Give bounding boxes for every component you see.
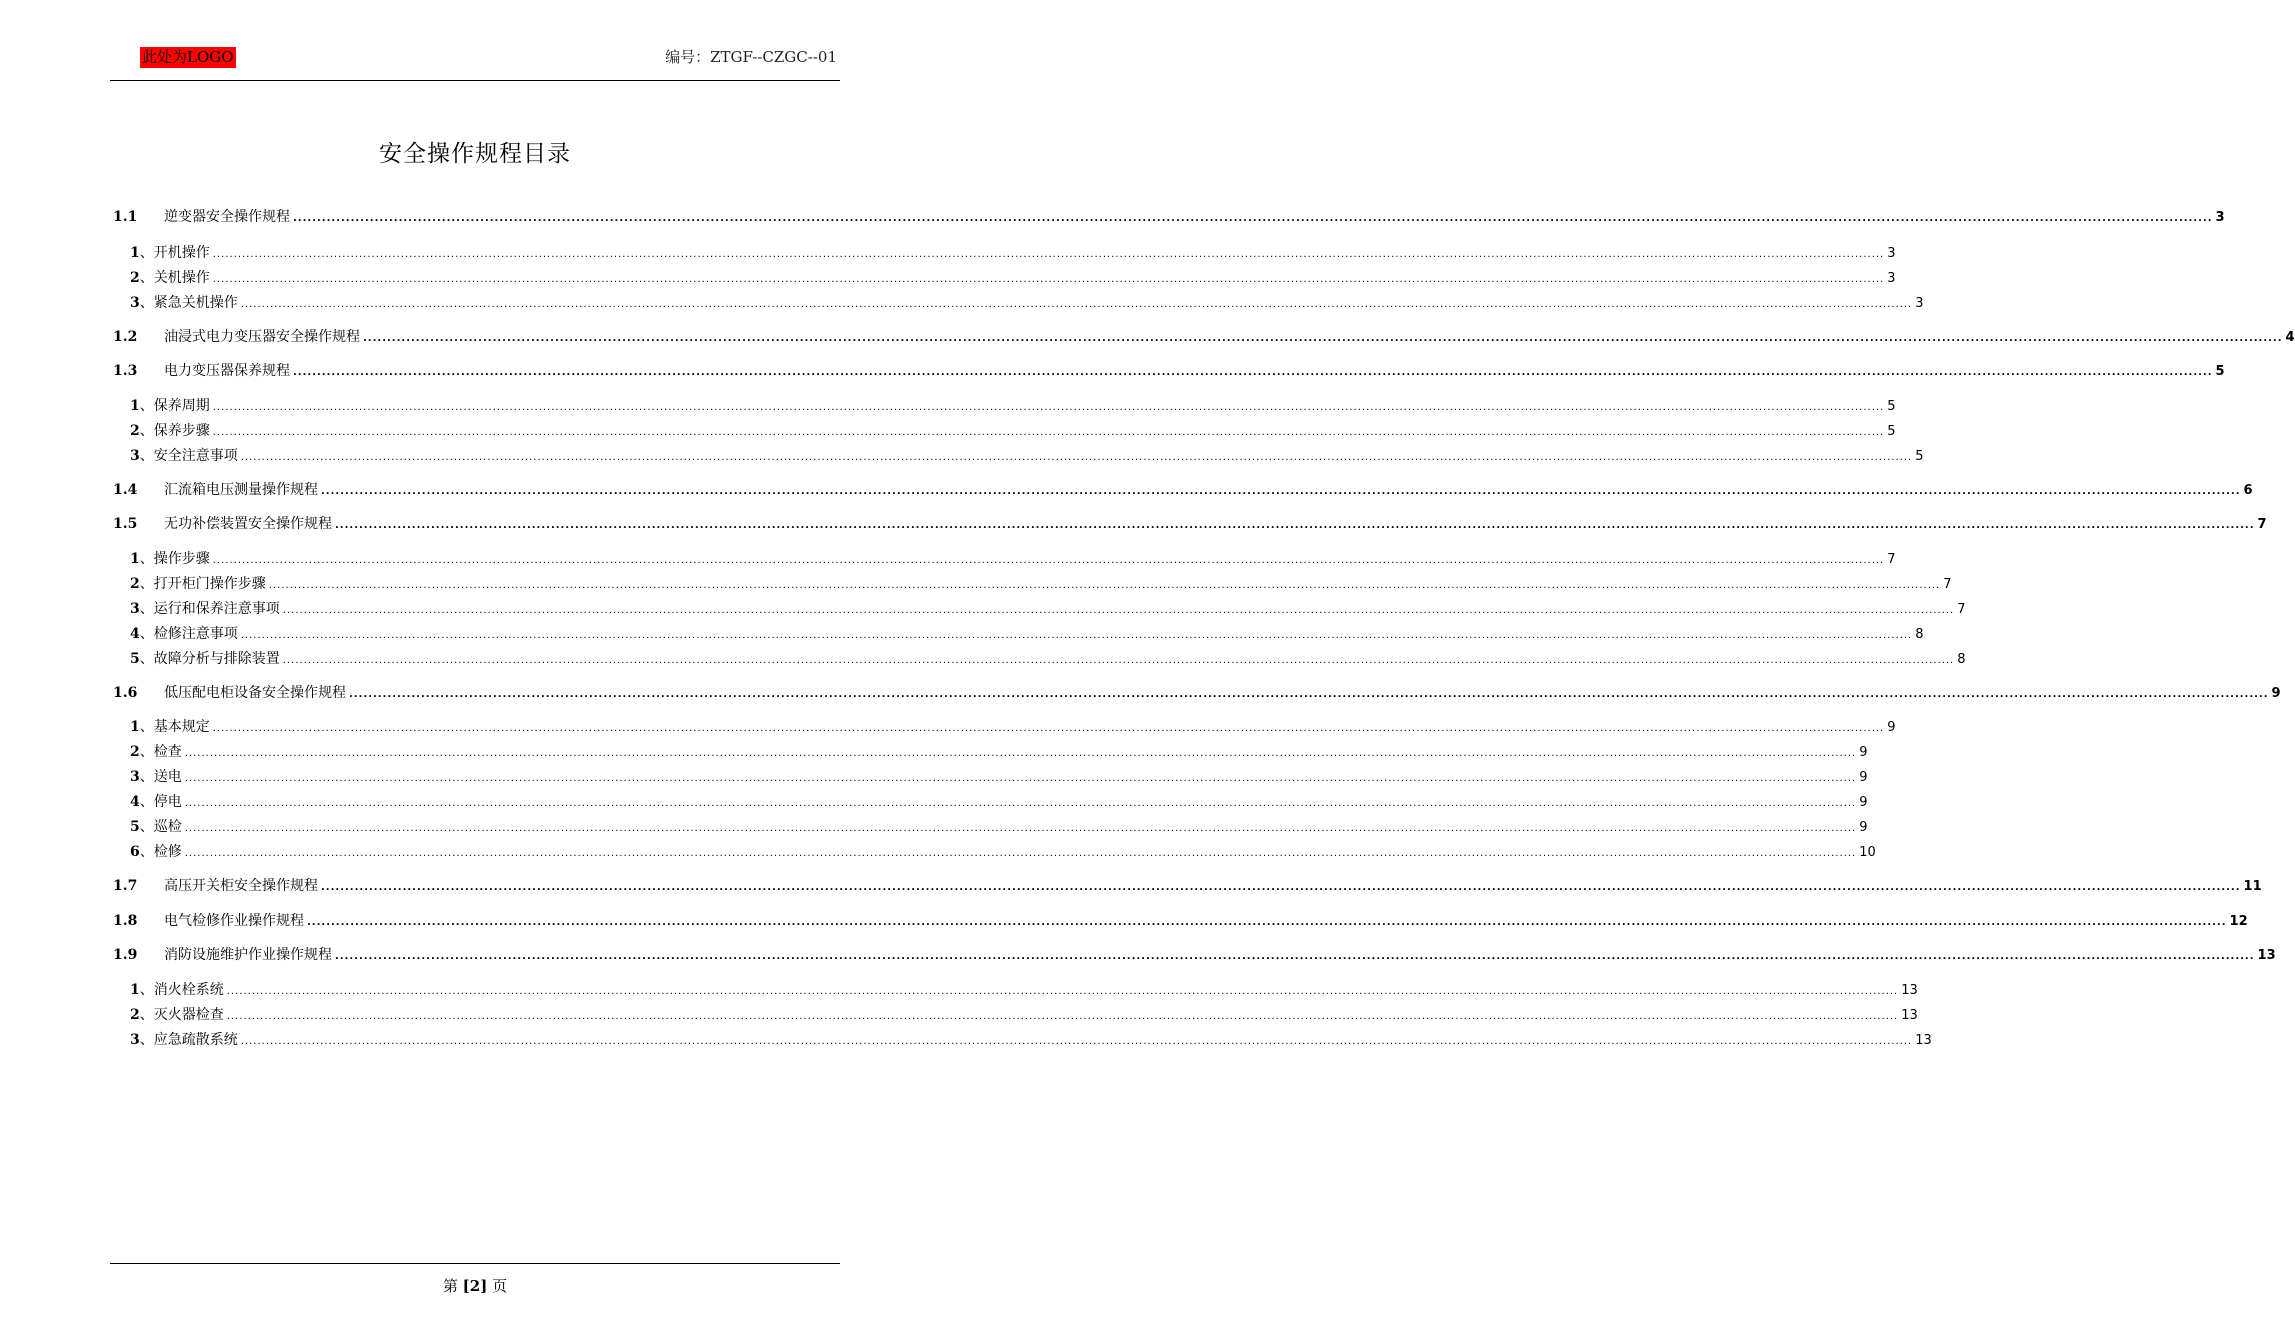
toc-label: 汇流箱电压测量操作规程 bbox=[164, 482, 318, 498]
toc-separator: 、 bbox=[139, 295, 154, 311]
toc-leader-dots: ................................................................................................................................................................................................................................................................................................................................................................................................................ bbox=[212, 555, 1885, 566]
toc-leader-dots: ................................................................................................................................................................................................................................................................................................................................................................................................................ bbox=[226, 986, 1899, 997]
toc-label: 保养步骤 bbox=[153, 423, 210, 439]
toc-section-row[interactable] bbox=[113, 479, 2253, 501]
toc-page-number: 7 bbox=[1943, 577, 1952, 592]
toc-leader-dots: ................................................................................................................................................................................................................................................................................................................................................................................................................ bbox=[335, 520, 2255, 531]
toc-subsection-row[interactable] bbox=[130, 1029, 1932, 1051]
toc-section-row[interactable] bbox=[113, 206, 2225, 228]
toc-subsection-row[interactable] bbox=[130, 395, 1896, 417]
toc-separator: 、 bbox=[139, 448, 154, 464]
toc-separator: 、 bbox=[139, 794, 154, 810]
toc-subsection-row[interactable] bbox=[130, 292, 1924, 314]
toc-separator: 、 bbox=[139, 744, 154, 760]
toc-label: 无功补偿装置安全操作规程 bbox=[164, 516, 332, 532]
toc-page-number: 9 bbox=[1859, 820, 1868, 835]
toc-leader-dots: ................................................................................................................................................................................................................................................................................................................................................................................................................ bbox=[184, 773, 1857, 784]
document-code: 编号：ZTGF--CZGC--01 bbox=[665, 48, 837, 66]
toc-page-number: 13 bbox=[1915, 1033, 1932, 1048]
toc-leader-dots: ................................................................................................................................................................................................................................................................................................................................................................................................................ bbox=[212, 427, 1885, 438]
toc-number: 1.5 bbox=[113, 516, 138, 532]
footer-divider bbox=[110, 1263, 840, 1264]
toc-label: 故障分析与排除装置 bbox=[153, 651, 280, 667]
toc-subsection-row[interactable] bbox=[130, 623, 1924, 645]
toc-number: 1 bbox=[130, 719, 140, 735]
toc-leader-dots: ................................................................................................................................................................................................................................................................................................................................................................................................................ bbox=[212, 723, 1885, 734]
toc-leader-dots: ................................................................................................................................................................................................................................................................................................................................................................................................................ bbox=[240, 630, 1913, 641]
toc-label: 电气检修作业操作规程 bbox=[164, 913, 304, 929]
toc-page-number: 9 bbox=[1859, 770, 1868, 785]
toc-separator: 、 bbox=[139, 651, 154, 667]
toc-label: 基本规定 bbox=[153, 719, 210, 735]
toc-number: 2 bbox=[130, 576, 140, 592]
toc-number: 5 bbox=[130, 651, 140, 667]
toc-label: 停电 bbox=[153, 794, 182, 810]
toc-section-row[interactable] bbox=[113, 944, 2276, 966]
toc-label: 紧急关机操作 bbox=[153, 295, 238, 311]
toc-subsection-row[interactable] bbox=[130, 816, 1868, 838]
toc-separator: 、 bbox=[139, 719, 154, 735]
footer-suffix: 页 bbox=[492, 1277, 508, 1295]
toc-page-number: 3 bbox=[1887, 271, 1896, 286]
toc-label: 保养周期 bbox=[153, 398, 210, 414]
toc-separator: 、 bbox=[139, 245, 154, 261]
toc-label: 低压配电柜设备安全操作规程 bbox=[164, 685, 346, 701]
toc-number: 1.2 bbox=[113, 329, 138, 345]
toc-section-row[interactable] bbox=[113, 682, 2281, 704]
toc-page-number: 7 bbox=[1957, 602, 1966, 617]
toc-page-number: 4 bbox=[2285, 330, 2295, 345]
toc-subsection-row[interactable] bbox=[130, 841, 1876, 863]
toc-number: 1.9 bbox=[113, 947, 138, 963]
toc-leader-dots: ................................................................................................................................................................................................................................................................................................................................................................................................................ bbox=[184, 798, 1857, 809]
toc-section-row[interactable] bbox=[113, 326, 2295, 348]
toc-number: 1 bbox=[130, 982, 140, 998]
toc-number: 1.6 bbox=[113, 685, 138, 701]
toc-page-number: 9 bbox=[1887, 720, 1896, 735]
toc-number: 1 bbox=[130, 245, 140, 261]
toc-page-number: 13 bbox=[1901, 983, 1918, 998]
toc-number: 1.3 bbox=[113, 363, 138, 379]
page-footer bbox=[0, 1275, 950, 1297]
toc-separator: 、 bbox=[139, 576, 154, 592]
toc-page-number: 6 bbox=[2243, 483, 2253, 498]
toc-label: 逆变器安全操作规程 bbox=[164, 209, 290, 225]
toc-section-row[interactable] bbox=[113, 513, 2267, 535]
toc-page-number: 9 bbox=[1859, 745, 1868, 760]
toc-label: 打开柜门操作步骤 bbox=[153, 576, 266, 592]
toc-separator: 、 bbox=[139, 1007, 154, 1023]
toc-separator: 、 bbox=[139, 551, 154, 567]
toc-number: 1.4 bbox=[113, 482, 138, 498]
toc-label: 电力变压器保养规程 bbox=[164, 363, 290, 379]
footer-prefix: 第 bbox=[442, 1277, 458, 1295]
toc-subsection-row[interactable] bbox=[130, 741, 1868, 763]
toc-leader-dots: ................................................................................................................................................................................................................................................................................................................................................................................................................ bbox=[240, 299, 1913, 310]
toc-separator: 、 bbox=[139, 601, 154, 617]
toc-label: 运行和保养注意事项 bbox=[153, 601, 280, 617]
toc-page-number: 3 bbox=[1915, 296, 1924, 311]
toc-subsection-row[interactable] bbox=[130, 445, 1924, 467]
toc-leader-dots: ................................................................................................................................................................................................................................................................................................................................................................................................................ bbox=[240, 452, 1913, 463]
toc-label: 操作步骤 bbox=[153, 551, 210, 567]
toc-leader-dots: ................................................................................................................................................................................................................................................................................................................................................................................................................ bbox=[293, 367, 2213, 378]
toc-page-number: 7 bbox=[2257, 517, 2267, 532]
toc-leader-dots: ................................................................................................................................................................................................................................................................................................................................................................................................................ bbox=[212, 249, 1885, 260]
toc-number: 2 bbox=[130, 1007, 140, 1023]
toc-leader-dots: ................................................................................................................................................................................................................................................................................................................................................................................................................ bbox=[293, 213, 2213, 224]
toc-number: 2 bbox=[130, 423, 140, 439]
toc-subsection-row[interactable] bbox=[130, 598, 1966, 620]
toc-label: 送电 bbox=[153, 769, 182, 785]
toc-label: 灭火器检查 bbox=[153, 1007, 224, 1023]
toc-label: 检查 bbox=[153, 744, 182, 760]
toc-separator: 、 bbox=[139, 626, 154, 642]
toc-label: 油浸式电力变压器安全操作规程 bbox=[164, 329, 360, 345]
toc-subsection-row[interactable] bbox=[130, 420, 1896, 442]
toc-separator: 、 bbox=[139, 270, 154, 286]
toc-separator: 、 bbox=[139, 423, 154, 439]
toc-leader-dots: ................................................................................................................................................................................................................................................................................................................................................................................................................ bbox=[282, 655, 1955, 666]
toc-label: 消火栓系统 bbox=[153, 982, 224, 998]
toc-leader-dots: ................................................................................................................................................................................................................................................................................................................................................................................................................ bbox=[240, 1036, 1913, 1047]
toc-subsection-row[interactable] bbox=[130, 648, 1966, 670]
toc-leader-dots: ................................................................................................................................................................................................................................................................................................................................................................................................................ bbox=[349, 689, 2269, 700]
toc-leader-dots: ................................................................................................................................................................................................................................................................................................................................................................................................................ bbox=[335, 951, 2255, 962]
toc-number: 2 bbox=[130, 744, 140, 760]
toc-number: 3 bbox=[130, 448, 140, 464]
toc-number: 4 bbox=[130, 794, 140, 810]
toc-leader-dots: ................................................................................................................................................................................................................................................................................................................................................................................................................ bbox=[307, 917, 2227, 928]
page-number: [2] bbox=[462, 1277, 488, 1295]
toc-label: 巡检 bbox=[153, 819, 182, 835]
toc-leader-dots: ................................................................................................................................................................................................................................................................................................................................................................................................................ bbox=[184, 823, 1857, 834]
toc-leader-dots: ................................................................................................................................................................................................................................................................................................................................................................................................................ bbox=[268, 580, 1941, 591]
toc-label: 应急疏散系统 bbox=[153, 1032, 238, 1048]
toc-subsection-row[interactable] bbox=[130, 791, 1868, 813]
toc-leader-dots: ................................................................................................................................................................................................................................................................................................................................................................................................................ bbox=[184, 848, 1857, 859]
toc-leader-dots: ................................................................................................................................................................................................................................................................................................................................................................................................................ bbox=[212, 402, 1885, 413]
toc-subsection-row[interactable] bbox=[130, 1004, 1918, 1026]
toc-number: 1.7 bbox=[113, 878, 138, 894]
toc-separator: 、 bbox=[139, 819, 154, 835]
toc-page-number: 3 bbox=[1887, 246, 1896, 261]
toc-page-number: 11 bbox=[2243, 879, 2262, 894]
toc-subsection-row[interactable] bbox=[130, 979, 1918, 1001]
toc-separator: 、 bbox=[139, 982, 154, 998]
toc-subsection-row[interactable] bbox=[130, 267, 1896, 289]
toc-leader-dots: ................................................................................................................................................................................................................................................................................................................................................................................................................ bbox=[321, 486, 2241, 497]
toc-number: 4 bbox=[130, 626, 140, 642]
toc-label: 检修 bbox=[153, 844, 182, 860]
toc-number: 1 bbox=[130, 398, 140, 414]
toc-subsection-row[interactable] bbox=[130, 766, 1868, 788]
toc-section-row[interactable] bbox=[113, 910, 2248, 932]
toc-label: 关机操作 bbox=[153, 270, 210, 286]
toc-page-number: 5 bbox=[1887, 399, 1896, 414]
toc-separator: 、 bbox=[139, 1032, 154, 1048]
toc-label: 消防设施维护作业操作规程 bbox=[164, 947, 332, 963]
toc-page-number: 13 bbox=[2257, 948, 2276, 963]
toc-label: 安全注意事项 bbox=[153, 448, 238, 464]
toc-separator: 、 bbox=[139, 844, 154, 860]
toc-number: 3 bbox=[130, 295, 140, 311]
toc-label: 高压开关柜安全操作规程 bbox=[164, 878, 318, 894]
page-title: 安全操作规程目录 bbox=[379, 141, 571, 167]
toc-separator: 、 bbox=[139, 769, 154, 785]
toc-page-number: 5 bbox=[2215, 364, 2225, 379]
toc-subsection-row[interactable] bbox=[130, 716, 1896, 738]
toc-subsection-row[interactable] bbox=[130, 573, 1952, 595]
toc-page-number: 7 bbox=[1887, 552, 1896, 567]
toc-number: 1 bbox=[130, 551, 140, 567]
toc-leader-dots: ................................................................................................................................................................................................................................................................................................................................................................................................................ bbox=[282, 605, 1955, 616]
toc-page-number: 9 bbox=[1859, 795, 1868, 810]
toc-leader-dots: ................................................................................................................................................................................................................................................................................................................................................................................................................ bbox=[184, 748, 1857, 759]
toc-number: 1.8 bbox=[113, 913, 138, 929]
toc-section-row[interactable] bbox=[113, 360, 2225, 382]
logo-placeholder: 此处为LOGO bbox=[142, 48, 234, 66]
toc-page-number: 9 bbox=[2271, 686, 2281, 701]
toc-number: 5 bbox=[130, 819, 140, 835]
toc-label: 开机操作 bbox=[153, 245, 210, 261]
toc-page-number: 3 bbox=[2215, 210, 2225, 225]
toc-subsection-row[interactable] bbox=[130, 548, 1896, 570]
toc-page-number: 10 bbox=[1859, 845, 1876, 860]
toc-number: 3 bbox=[130, 601, 140, 617]
toc-leader-dots: ................................................................................................................................................................................................................................................................................................................................................................................................................ bbox=[321, 882, 2241, 893]
toc-number: 3 bbox=[130, 769, 140, 785]
toc-number: 3 bbox=[130, 1032, 140, 1048]
toc-label: 检修注意事项 bbox=[153, 626, 238, 642]
toc-leader-dots: ................................................................................................................................................................................................................................................................................................................................................................................................................ bbox=[226, 1011, 1899, 1022]
toc-number: 1.1 bbox=[113, 209, 138, 225]
toc-page-number: 5 bbox=[1915, 449, 1924, 464]
toc-page-number: 13 bbox=[1901, 1008, 1918, 1023]
toc-section-row[interactable] bbox=[113, 875, 2262, 897]
toc-page-number: 12 bbox=[2229, 914, 2248, 929]
toc-separator: 、 bbox=[139, 398, 154, 414]
toc-subsection-row[interactable] bbox=[130, 242, 1896, 264]
toc-leader-dots: ................................................................................................................................................................................................................................................................................................................................................................................................................ bbox=[212, 274, 1885, 285]
toc-page-number: 8 bbox=[1957, 652, 1966, 667]
toc-leader-dots: ................................................................................................................................................................................................................................................................................................................................................................................................................ bbox=[363, 333, 2283, 344]
toc-number: 2 bbox=[130, 270, 140, 286]
toc-page-number: 5 bbox=[1887, 424, 1896, 439]
toc-page-number: 8 bbox=[1915, 627, 1924, 642]
toc-number: 6 bbox=[130, 844, 140, 860]
